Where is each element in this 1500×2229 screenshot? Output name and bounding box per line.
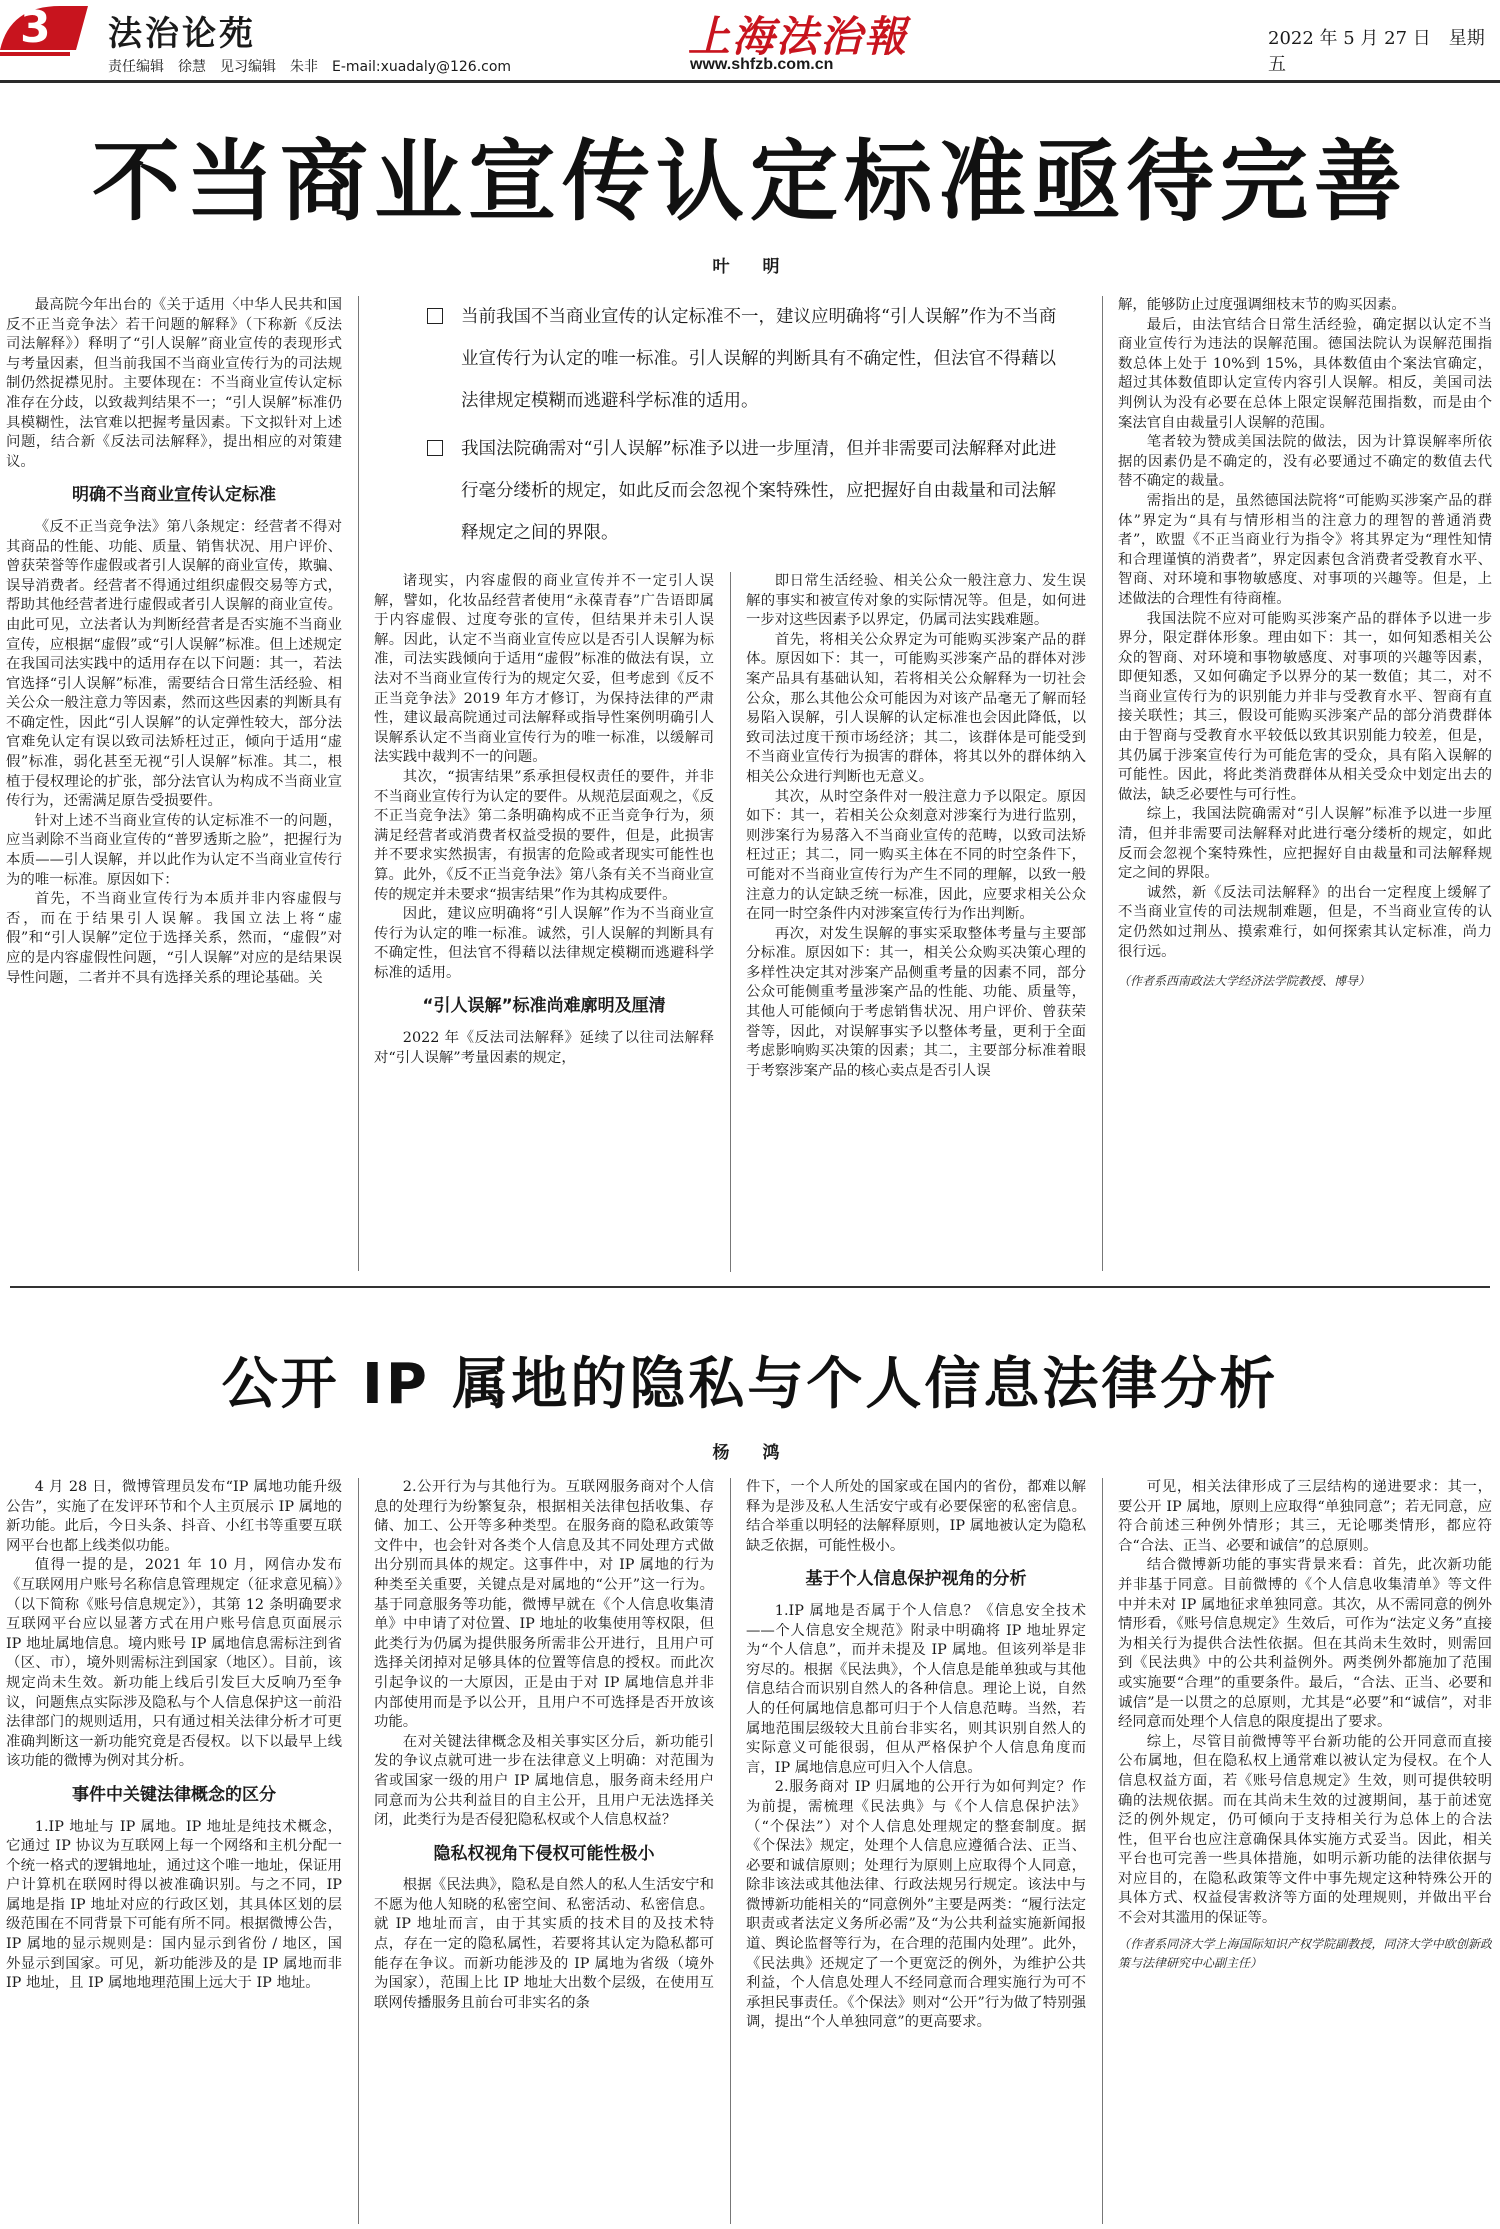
article-separator bbox=[10, 1286, 1490, 1288]
article1-column-2: 诸现实，内容虚假的商业宣传并不一定引人误解，譬如，化妆品经营者使用“永葆青春”广告语即属于内容虚假、过度夸张的宣传，但结果并未引人误解。因此，认定不当商业宣传应以是否引人误解为标准，司法实践倾向于适用“虚假”标准的做法有误，立法对不当商业宣传行为的规定欠妥，但考虑到《反不正当竞争法》2019 年方才修订，为保持法律的严肃性，建议最高院通过司法解释或指导性案例明确引人误解系认定不当商业宣传行为的唯一标准，以缓解司法实践中裁判不一的问题。 其次，“损害结果”系承担侵权责任的要件，并非不当商业宣传行为认定的要件。从规范层面观之，《反不正当竞争法》第二条明确构成不正当竞争行为，须满足经营者或消费者权益受损的要件，但是，此损害并不要求实然损害，有损害的危险或者现实可能性也算。此外，《反不正当竞争法》第八条有关不当商业宣传的规定并未要求“损害结果”作为其构成要件。 因此，建议应明确将“引人误解”作为不当商业宣传行为认定的唯一标准。诚然，引人误解的判断具有不确定性，但法官不得藉以法律规定模糊而逃避科学标准的适用。 “引人误解”标准尚难廓明及厘清 2022 年《反法司法解释》延续了以往司法解释对“引人误解”考量因素的规定， bbox=[374, 573, 714, 1066]
article1-author: 叶 明 bbox=[712, 257, 788, 277]
article1-column-4: 解，能够防止过度强调细枝末节的购买因素。 最后，由法官结合日常生活经验，确定据以认定不当商业宣传行为违法的误解范围。德国法院认为误解范围指数总体上处于 10%到 15%，具体数值由个案法官确定，超过其体数值即认定宣传内容引人误解。相反，美国司法判例认为没有必要在总体上限定误解范围指数，而是由个案法官自由裁量引人误解的范围。 笔者较为赞成美国法院的做法，因为计算误解率所依据的因素仍是不确定的，没有必要通过不确定的数值去代替不确定的裁量。 需指出的是，虽然德国法院将“可能购买涉案产品的群体”界定为“具有与情形相当的注意力的理智的普通消费者”，欧盟《不正当商业行为指令》将其界定为“理性知情和合理谨慎的消费者”，界定因素包含消费者受教育水平、智商、对环境和事物敏感度、对事项的兴趣等。但是，上述做法的合理性有待商榷。 我国法院不应对可能购买涉案产品的群体予以进一步界分，限定群体形象。理由如下：其一，如何知悉相关公众的智商、对环境和事物敏感度、对事项的兴趣等因素，即便知悉，又如何确定予以界分的某一数值；其二，对不当商业宣传行为的识别能力并非与受教育水平、智商有直接关联性；其三，假设可能购买涉案产品的部分消费群体由于智商与受教育水平较低以致其识别能力较差，但是，其仍属于涉案宣传行为可能危害的受众，具有陷入误解的可能性。因此，将此类消费群体从相关受众中划定出去的做法，缺乏必要性与可行性。 综上，我国法院确需对“引人误解”标准予以进一步厘清，但并非需要司法解释对此进行毫分缕析的规定，如此反而会忽视个案特殊性，应把握好自由裁量和司法解释规定之间的界限。 诚然，新《反法司法解释》的出台一定程度上缓解了不当商业宣传的司法规制难题，但是，不当商业宣传的认定仍然如过荆丛、摸索难行，如何探索其认定标准，尚力很行远。 （作者系西南政法大学经济法学院教授、博导） bbox=[1118, 296, 1492, 1276]
pull-quote: 当前我国不当商业宣传的认定标准不一，建议应明确将“引人误解”作为不当商业宣传行为认定的唯一标准。引人误解的判断具有不确定性，但法官不得藉以法律规定模糊而逃避科学标准的适用。 bbox=[423, 296, 1063, 422]
column-divider bbox=[358, 1478, 359, 2224]
article1-title: 不当商业宣传认定标准亟待完善 bbox=[91, 130, 1408, 233]
column-divider bbox=[358, 296, 359, 1271]
article2-column-3: 件下，一个人所处的国家或在国内的省份，都难以解释为是涉及私人生活安宁或有必要保密的私密信息。结合举重以明轻的法解释原则，IP 属地被认定为隐私缺乏依据，可能性极小。 基于个人信息保护视角的分析 1.IP 属地是否属于个人信息？《信息安全技术——个人信息安全规范》附录中明确将 IP 地址界定为“个人信息”，而并未提及 IP 属地。但该列举是非穷尽的。根据《民法典》，个人信息是能单独或与其他信息结合而识别自然人的各种信息。理论上说，自然人的任何属地信息都可归于个人信息范畴。当然，若属地范围层级较大且前台非实名，则其识别自然人的实际意义可能很弱，但从严格保护个人信息角度而言，IP 属地信息应可归入个人信息。 2.服务商对 IP 归属地的公开行为如何判定？作为前提，需梳理《民法典》与《个人信息保护法》（“个保法”）对个人信息处理规定的整套制度。据《个保法》规定，处理个人信息应遵循合法、正当、必要和诚信原则；处理行为原则上应取得个人同意，除非该法或其他法律、行政法规另行规定。该法中与微博新功能相关的“同意例外”主要是两类：“履行法定职责或者法定义务所必需”及“为公共利益实施新闻报道、舆论监督等行为，在合理的范围内处理”。此外，《民法典》还规定了一个更宽泛的例外，为维护公共利益，个人信息处理人不经同意而合理实施行为可不承担民事责任。《个保法》则对“公开”行为做了特别强调，提出“个人单独同意”的更高要求。 bbox=[746, 1479, 1086, 2031]
column-divider bbox=[1102, 1478, 1103, 2224]
issue-date: 2022 年 5 月 27 日 星期五 bbox=[1268, 28, 1485, 75]
author-note: （作者系同济大学上海国际知识产权学院副教授，同济大学中欧创新政策与法律研究中心副主任） bbox=[1118, 1936, 1492, 1971]
pull-quotes bbox=[423, 296, 1063, 546]
section-heading: 明确不当商业宣传认定标准 bbox=[72, 485, 276, 506]
article2-author: 杨 鸿 bbox=[712, 1443, 788, 1463]
article1-column-1: 最高院今年出台的《关于适用〈中华人民共和国反不正当竞争法〉若干问题的解释》（下称新《反法司法解释》）释明了“引人误解”商业宣传的表现形式与考量因素，但当前我国不当商业宣传行为的司法规制仍然捉襟见肘。主要体现在：不当商业宣传认定标准存在分歧，以致裁判结果不一；“引人误解”标准仍具模糊性，法官难以把握考量因素。下文拟针对上述问题，结合新《反法司法解释》，提出相应的对策建议。 明确不当商业宣传认定标准 《反不正当竞争法》第八条规定：经营者不得对其商品的性能、功能、质量、销售状况、用户评价、曾获荣誉等作虚假或者引人误解的商业宣传，欺骗、误导消费者。经营者不得通过组织虚假交易等方式，帮助其他经营者进行虚假或者引人误解的商业宣传。由此可见，立法者认为判断经营者是否实施不当商业宣传，应根据“虚假”或“引人误解”标准。但上述规定在我国司法实践中的适用存在以下问题：其一，若法官选择“引人误解”标准，需要结合日常生活经验、相关公众一般注意力等因素，然而这些因素的判断具有不确定性，因此“引人误解”的认定弹性较大，部分法官难免认定有误以致司法矫枉过正，倾向于适用“虚假”标准，弱化甚至无视“引人误解”标准。其二，根植于侵权理论的扩张，部分法官认为构成不当商业宣传行为，还需满足原告受损要件。 针对上述不当商业宣传的认定标准不一的问题，应当剥除不当商业宣传的“普罗透斯之脸”，把握行为本质——引人误解，并以此作为认定不当商业宣传行为的唯一标准。原因如下： 首先，不当商业宣传行为本质并非内容虚假与否，而在于结果引人误解。我国立法上将“虚假”和“引人误解”定位于选择关系，然而，“虚假”对应的是内容虚假性问题，“引人误解”对应的是结果误导性问题，二者并不具有选择关系的理论基础。关 bbox=[6, 297, 342, 986]
author-note: （作者系西南政法大学经济法学院教授、博导） bbox=[1118, 974, 1371, 989]
staff-credits: 责任编辑 徐慧 见习编辑 朱非 E-mail:xuadaly@126.com bbox=[108, 59, 512, 75]
section-title: 法治论苑 bbox=[108, 14, 256, 54]
masthead bbox=[0, 0, 1500, 75]
newspaper-logo: 上海法治報 bbox=[688, 12, 909, 61]
article2-column-2: 2.公开行为与其他行为。互联网服务商对个人信息的处理行为纷繁复杂，根据相关法律包括收集、存储、加工、公开等多种类型。在服务商的隐私政策等文件中，也会针对各类个人信息及其不同处理方式做出分别而具体的规定。这事件中，对 IP 属地的行为种类至关重要，关键点是对属地的“公开”这一行为。基于同意服务等功能，微博早就在《个人信息收集清单》中申请了对位置、IP 地址的收集使用等权限，但此类行为仍属为提供服务所需非公开进行，且用户可选择关闭掉对足够具体的位置等信息的授权。而此次引起争议的一大原因，正是由于对 IP 属地信息并非内部使用而是予以公开，且用户不可选择是否开放该功能。 在对关键法律概念及相关事实区分后，新功能引发的争议点就可进一步在法律意义上明确：对范围为省或国家一级的用户 IP 属地信息，服务商未经用户同意而为公共利益目的自主公开，且用户无法选择关闭，此类行为是否侵犯隐私权或个人信息权益？ 隐私权视角下侵权可能性极小 根据《民法典》，隐私是自然人的私人生活安宁和不愿为他人知晓的私密空间、私密活动、私密信息。就 IP 地址而言，由于其实质的技术目的及技术特点，存在一定的隐私属性，若要将其认定为隐私都可能存在争议。而新功能涉及的 IP 属地为省级（境外为国家），范围上比 IP 地址大出数个层级，在使用互联网传播服务且前台可非实名的条 bbox=[374, 1479, 714, 2011]
pull-quote: 我国法院确需对“引人误解”标准予以进一步厘清，但并非需要司法解释对此进行毫分缕析的规定，如此反而会忽视个案特殊性，应把握好自由裁量和司法解释规定之间的界限。 bbox=[423, 428, 1063, 554]
section-heading: 基于个人信息保护视角的分析 bbox=[805, 1569, 1027, 1590]
column-divider bbox=[730, 1478, 731, 2224]
column-divider bbox=[730, 572, 731, 1272]
checkbox-bullet-icon bbox=[427, 440, 443, 456]
section-heading: 事件中关键法律概念的区分 bbox=[72, 1784, 276, 1805]
checkbox-bullet-icon bbox=[427, 308, 443, 324]
article2-column-4: 可见，相关法律形成了三层结构的递进要求：其一，要公开 IP 属地，原则上应取得“单独同意”；若无同意，应符合前述三种例外情形；其三，无论哪类情形，都应符合“合法、正当、必要和诚信”的总原则。 结合微博新功能的事实背景来看：首先，此次新功能并非基于同意。目前微博的《个人信息收集清单》等文件中并未对 IP 属地征求单独同意。其次，从不需同意的例外情形看，《账号信息规定》生效后，可作为“法定义务”直接为相关行为提供合法性依据。但在其尚未生效时，则需回到《民法典》中的公共利益例外。两类例外都施加了范围或实施要“合理”的重要条件。最后，“合法、正当、必要和诚信”是一以贯之的总原则，尤其是“必要”和“诚信”，对非经同意而处理个人信息的限度提出了要求。 综上，尽管目前微博等平台新功能的公开同意而直接公布属地，但在隐私权上通常难以被认定为侵权。在个人信息权益方面，若《账号信息规定》生效，则可提供较明确的法规依据。而在其尚未生效的过渡期间，基于前述宽泛的例外规定，仍可倾向于支持相关行为总体上的合法性，但平台也应注意确保具体实施方式妥当。因此，相关平台也可完善一些具体措施，如明示新功能的法律依据与对应目的，在隐私政策等文件中事先规定这种特殊公开的具体方式、权益侵害救济等方面的处理规则，并做出平台不会对其滥用的保证等。 （作者系同济大学上海国际知识产权学院副教授，同济大学中欧创新政策与法律研究中心副主任） bbox=[1118, 1478, 1492, 2224]
section-heading: “引人误解”标准尚难廓明及厘清 bbox=[422, 996, 666, 1017]
column-divider bbox=[1102, 296, 1103, 1271]
article2-column-1: 4 月 28 日，微博管理员发布“IP 属地功能升级公告”，实施了在发评环节和个人主页展示 IP 属地的新功能。此后，今日头条、抖音、小红书等重要互联网平台也都上线类似功能。 值得一提的是，2021 年 10 月，网信办发布《互联网用户账号名称信息管理规定（征求意见稿）》（以下简称《账号信息规定》），其第 12 条明确要求互联网平台应以显著方式在用户账号信息页面展示 IP 地址属地信息。境内账号 IP 属地信息需标注到省（区、市），境外则需标注到国家（地区）。目前，该规定尚未生效。新功能上线后引发巨大反响乃至争议，问题焦点实际涉及隐私与个人信息保护这一前沿法律部门的规则适用，只有通过相关法律分析才可更准确判断这一新功能究竟是否侵权。以下以最早上线该功能的微博为例对其分析。 事件中关键法律概念的区分 1.IP 地址与 IP 属地。IP 地址是纯技术概念，它通过 IP 协议为互联网上每一个网络和主机分配一个统一格式的逻辑地址，通过这个唯一地址，保证用户计算机在联网时得以被准确识别。与之不同，IP 属地是指 IP 地址对应的行政区划，其具体区划的层级范围在不同背景下可能有所不同。根据微博公告，IP 属地的显示规则是：国内显示到省份 / 地区，国外显示到国家。可见，新功能涉及的是 IP 属地而非 IP 地址，且 IP 属地地理范围上远大于 IP 地址。 bbox=[6, 1479, 342, 1992]
website-link[interactable]: www.shfzb.com.cn bbox=[690, 56, 834, 73]
page-number: 3 bbox=[20, 2, 51, 53]
article1-column-3: 即日常生活经验、相关公众一般注意力、发生误解的事实和被宣传对象的实际情况等。但是，如何进一步对这些因素予以界定，仍属司法实践难题。 首先，将相关公众界定为可能购买涉案产品的群体。原因如下：其一，可能购买涉案产品的群体对涉案产品具有基础认知，若将相关公众解释为一切社会公众，那么其他公众可能因为对该产品毫无了解而轻易陷入误解，引人误解的认定标准也会因此降低，以致司法过度干预市场经济；其二，该群体是可能受到不当商业宣传行为损害的群体，将其以外的群体纳入相关公众进行判断也无意义。 其次，从时空条件对一般注意力予以限定。原因如下：其一，若相关公众刻意对涉案行为进行监别，则涉案行为易落入不当商业宣传的范畴，以致司法矫枉过正；其二，同一购买主体在不同的时空条件下，可能对不当商业宣传行为产生不同的理解，以致一般注意力的认定缺乏统一标准，因此，应要求相关公众在同一时空条件内对涉案宣传行为作出判断。 再次，对发生误解的事实采取整体考量与主要部分标准。原因如下：其一，相关公众购买决策心理的多样性决定其对涉案产品侧重考量的因素不同，部分公众可能侧重考量涉案产品的性能、功能、质量等，其他人可能倾向于考虑销售状况、用户评价、曾获荣誉等，因此，对误解事实予以整体考量，更利于全面考虑影响购买决策的因素；其二，主要部分标准着眼于考察涉案产品的核心卖点是否引人误 bbox=[746, 573, 1086, 1079]
masthead-rule bbox=[0, 80, 1500, 83]
article2-title: 公开 IP 属地的隐私与个人信息法律分析 bbox=[221, 1352, 1279, 1417]
section-heading: 隐私权视角下侵权可能性极小 bbox=[433, 1843, 655, 1864]
